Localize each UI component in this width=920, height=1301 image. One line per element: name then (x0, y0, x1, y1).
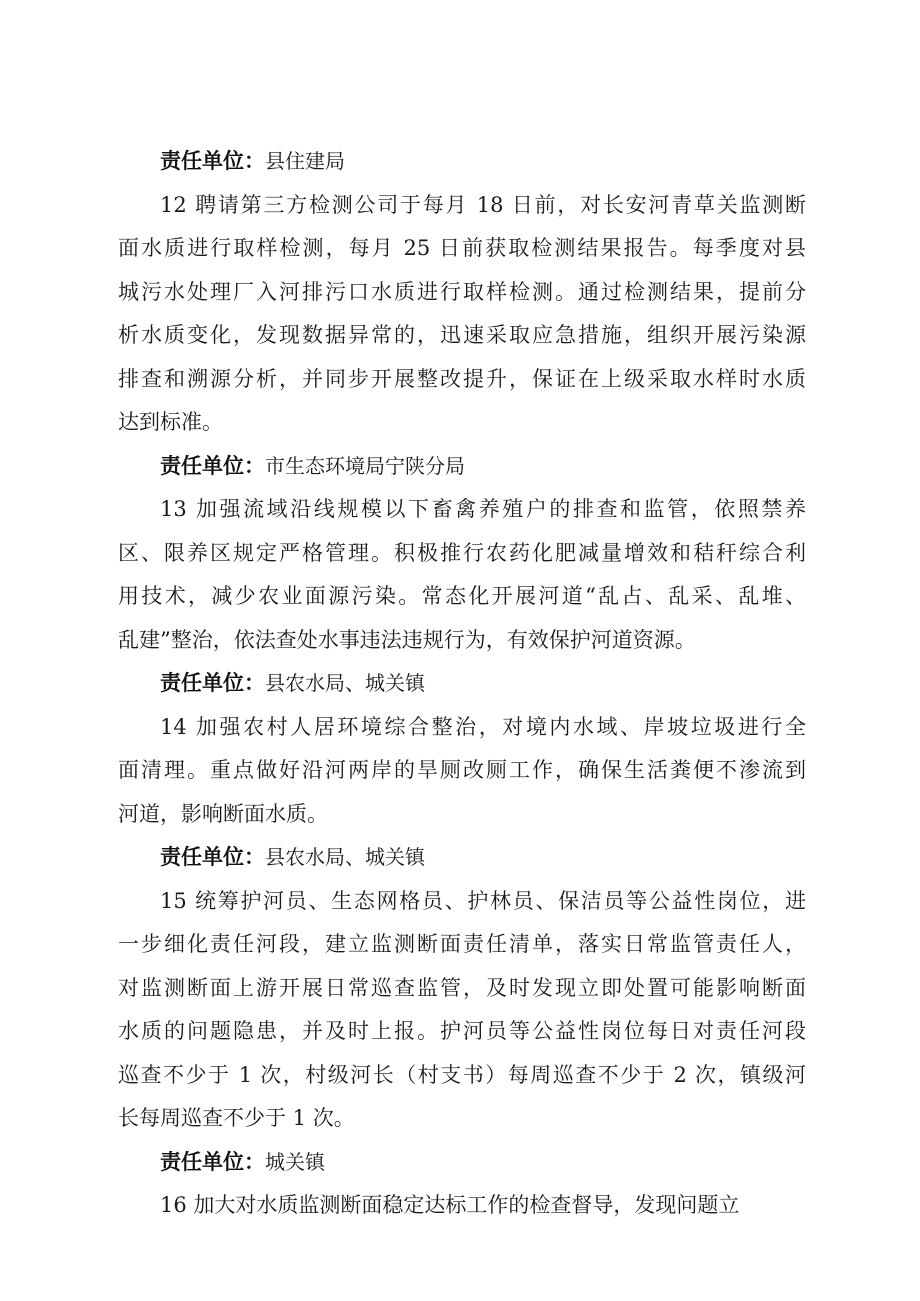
responsibility-line (118, 662, 806, 706)
paragraph-line: 析水质变化，发现数据异常的，迅速采取应急措施，组织开展污染源 (118, 323, 806, 347)
responsibility-line (118, 140, 806, 184)
responsible-unit: 县农水局、城关镇 (265, 845, 425, 869)
paragraph-line: 乱建”整治，依法查处水事违法违规行为，有效保护河道资源。 (118, 627, 696, 652)
document-body (118, 140, 806, 1228)
responsible-unit: 城关镇 (265, 1149, 325, 1174)
paragraph-line: 区、限养区规定严格管理。积极推行农药化肥减量增效和秸秆综合利 (118, 540, 806, 565)
paragraph-line: 面水质进行取样检测，每月 25 日前获取检测结果报告。每季度对县 (118, 236, 806, 260)
paragraph-line: 12 聘请第三方检测公司于每月 18 日前，对长安河青草关监测断 (160, 192, 806, 217)
paragraph-line: 对监测断面上游开展日常巡查监管，及时发现立即处置可能影响断面 (118, 975, 806, 1000)
paragraph-line: 面清理。重点做好沿河两岸的旱厕改厕工作，确保生活粪便不渗流到 (118, 758, 806, 782)
paragraph-line: 河道，影响断面水质。 (118, 801, 328, 826)
responsible-unit: 县农水局、城关镇 (265, 671, 425, 695)
paragraph (118, 184, 806, 445)
paragraph-line: 15 统筹护河员、生态网格员、护林员、保洁员等公益性岗位，进 (160, 888, 806, 913)
responsibility-label: 责任单位： (160, 845, 265, 869)
paragraph-line: 用技术，减少农业面源污染。常态化开展河道“乱占、乱采、乱堆、 (118, 584, 806, 608)
responsibility-label: 责任单位： (160, 1149, 265, 1174)
paragraph-line: 水质的问题隐患，并及时上报。护河员等公益性岗位每日对责任河段 (118, 1019, 806, 1043)
responsibility-line (118, 836, 806, 880)
paragraph (118, 880, 806, 1141)
paragraph-line: 长每周巡查不少于 1 次。 (118, 1106, 355, 1130)
paragraph (118, 706, 806, 837)
paragraph-line: 城污水处理厂入河排污口水质进行取样检测。通过检测结果，提前分 (118, 279, 806, 304)
paragraph-line: 13 加强流域沿线规模以下畜禽养殖户的排查和监管，依照禁养 (160, 497, 806, 521)
responsible-unit: 市生态环境局宁陕分局 (265, 453, 465, 478)
paragraph-line: 14 加强农村人居环境综合整治，对境内水域、岸坡垃圾进行全 (160, 714, 806, 739)
responsibility-label: 责任单位： (160, 453, 265, 478)
responsibility-label: 责任单位： (160, 671, 265, 695)
responsibility-line (118, 1141, 806, 1185)
paragraph-line: 排查和溯源分析，并同步开展整改提升，保证在上级采取水样时水质 (118, 366, 806, 391)
paragraph (118, 488, 806, 662)
paragraph (118, 1184, 806, 1228)
responsible-unit: 县住建局 (265, 149, 345, 173)
responsibility-line (118, 445, 806, 489)
paragraph-line: 达到标准。 (118, 410, 223, 434)
paragraph-line: 16 加大对水质监测断面稳定达标工作的检查督导，发现问题立 (160, 1193, 740, 1217)
paragraph-line: 巡查不少于 1 次，村级河长（村支书）每周巡查不少于 2 次，镇级河 (118, 1062, 806, 1087)
responsibility-label: 责任单位： (160, 149, 265, 173)
paragraph-line: 一步细化责任河段，建立监测断面责任清单，落实日常监管责任人， (118, 932, 806, 956)
